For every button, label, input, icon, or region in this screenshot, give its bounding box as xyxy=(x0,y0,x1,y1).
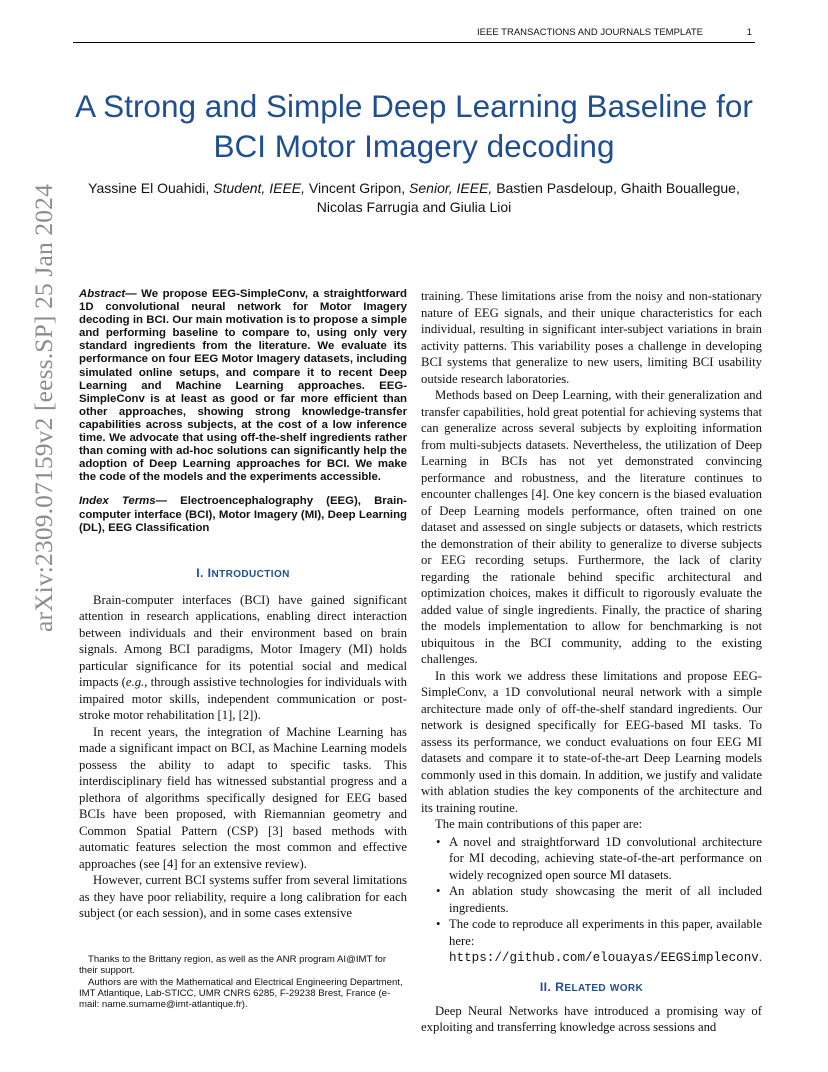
list-item: • A novel and straightforward 1D convolutional architecture for MI decoding, achieving state-of-the-art performance on widely recognized open source MI datasets. xyxy=(449,834,762,884)
paper-title xyxy=(40,86,788,166)
title-line-1: A Strong and Simple Deep Learning Baseline for xyxy=(75,88,753,124)
section-heading-related-work: II. RELATED WORK xyxy=(539,979,644,994)
authors-rest: Bastien Pasdeloup, Ghaith Bouallegue, xyxy=(496,180,740,196)
abstract-text: We propose EEG-SimpleConv, a straightforward 1D convolutional neural network for Motor Imagery decoding in BCI. Our main motivation is to propose a simple and performing baseline to compare to, using only very standard ingredients from the literature. We evaluate its performance on four EEG Motor Imagery datasets, including simulated online setups, and compare it to recent Deep Learning and Machine Learning approaches. EEG-SimpleConv is at least as good or far more efficient than other approaches, showing strong knowledge-transfer capabilities across subjects, at the cost of a low inference time. We advocate that using off-the-shelf ingredients rather than coming with ad-hoc solutions can significantly help the adoption of Deep Learning approaches for BCI. We make the code of the models and the experiments accessible. xyxy=(79,288,407,484)
footnote-affiliation: Authors are with the Mathematical and Electrical Engineering Department, IMT Atlantique, Lab-STICC, UMR CNRS 6285, F-29238 Brest, France (e-mail: name.surname@imt-atlantique.fr). xyxy=(79,976,403,1011)
left-column xyxy=(79,288,407,922)
intro-paragraph-1: Brain-computer interfaces (BCI) have gained significant attention in research applications, enabling direct interaction between individuals and their environment based on brain signals. Among BCI paradigms, Motor Imagery (MI) holds particular significance for its potential social and medical impacts (e.g., through assistive technologies for individuals with impaired motor skills, independent communication or post-stroke motor rehabilitation [1], [2]). xyxy=(79,592,407,723)
github-link[interactable]: https://github.com/elouayas/EEGSimpleconv xyxy=(449,951,759,965)
right-paragraph-1: training. These limitations arise from the noisy and non-stationary nature of EEG signals, and their unique characteristics for each individual, resulting in significant inter-subject variations in brain activity patterns. This variability poses a challenge in developing BCI systems that generalize to new users, limiting BCI usability outside research laboratories. xyxy=(421,289,762,386)
author-list xyxy=(80,179,748,217)
intro-paragraph-2: In recent years, the integration of Machine Learning has made a significant impact on BCI, as Machine Learning models possess the ability to adapt to specific tasks. This interdisciplinary field has witnessed substantial progress and a plethora of algorithms specifically designed for EEG based BCIs have been proposed, with Riemannian geometry and Common Spatial Pattern (CSP) [3] based methods with automatic features selection the most common and effective approaches (see [4] for an extensive review). xyxy=(79,724,407,871)
index-terms: Index Terms— Electroencephalography (EEG), Brain-computer interface (BCI), Motor Imagery (MI), Deep Learning (DL), EEG Classification xyxy=(79,495,407,534)
author-line-2: Nicolas Farrugia and Giulia Lioi xyxy=(316,199,512,215)
right-paragraph-2: Methods based on Deep Learning, with their generalization and transfer capabilities, hold great potential for achieving systems that can generalize across several subjects by exploiting information from multi-subjects datasets. Nevertheless, the utilization of Deep Learning in BCIs has not yet demonstrated convincing performance and robustness, and the literature continues to encounter challenges [4]. One key concern is the biased evaluation of Deep Learning models performance, often trained on one dataset and assessed on single subjects or datasets, which restricts the demonstration of their ability to generalize to diverse subjects or EEG recording setups. Furthermore, the lack of clarity regarding the rationale behind specific architectural and optimization choices, makes it difficult to rigorously evaluate the added value of single ingredients. Finally, the practice of sharing the models implementation to allow for benchmarking is not ubiquitous in the BCI community, adding to the existing challenges. xyxy=(421,388,762,666)
right-paragraph-3: In this work we address these limitations and propose EEG-SimpleConv, a 1D convolutional neural network with a simple architecture made only of off-the-shelf standard ingredients. Our network is designed specifically for EEG-based MI tasks. To assess its performance, we conduct evaluations on four EEG MI datasets and compare it to state-of-the-art Deep Learning models commonly used in this domain. In addition, we justify and validate with ablation studies the key components of the architecture and its training routine. xyxy=(421,668,762,815)
contributions-intro: The main contributions of this paper are: xyxy=(435,817,643,831)
contributions-list xyxy=(421,834,762,967)
page-number: 1 xyxy=(746,27,752,38)
abstract-label: Abstract xyxy=(79,288,126,300)
arxiv-stamp: arXiv:2309.07159v2 [eess.SP] 25 Jan 2024 xyxy=(29,184,58,632)
right-column xyxy=(421,288,762,1036)
abstract: Abstract— We propose EEG-SimpleConv, a straightforward 1D convolutional neural network for Motor Imagery decoding in BCI. Our main motivation is to propose a simple and performing baseline to compare to, using only very standard ingredients from the literature. We evaluate its performance on four EEG Motor Imagery datasets, including simulated online setups, and compare it to recent Deep Learning and Machine Learning approaches. EEG-SimpleConv is at least as good or far more efficient than other approaches, showing strong knowledge-transfer capabilities across subjects, at the cost of a low inference time. We advocate that using off-the-shelf ingredients rather than coming with ad-hoc solutions can significantly help the adoption of Deep Learning approaches for BCI. We make the code of the models and the experiments accessible. xyxy=(79,288,407,484)
footnotes xyxy=(79,954,407,1010)
intro-paragraph-3: However, current BCI systems suffer from several limitations as they have poor reliability, require a long calibration for each subject (or each session), and in some cases extensive xyxy=(79,873,407,921)
author-2: Vincent Gripon, xyxy=(308,180,406,196)
author-1: Yassine El Ouahidi, xyxy=(88,180,210,196)
index-terms-label: Index Terms xyxy=(79,495,156,508)
author-2-role: Senior, IEEE, xyxy=(409,180,493,196)
author-1-role: Student, IEEE, xyxy=(213,180,306,196)
related-paragraph-1: Deep Neural Networks have introduced a promising way of exploiting and transferring knowledge across sessions and xyxy=(421,1003,762,1034)
journal-name: IEEE TRANSACTIONS AND JOURNALS TEMPLATE xyxy=(477,27,703,38)
list-item: • An ablation study showcasing the merit of all included ingredients. xyxy=(449,883,762,916)
author-line-1 xyxy=(80,179,748,198)
running-header xyxy=(73,26,755,43)
title-line-2: BCI Motor Imagery decoding xyxy=(213,128,615,164)
index-terms-text: Electroencephalography (EEG), Brain-computer interface (BCI), Motor Imagery (MI), Deep Learning (DL), EEG Classification xyxy=(79,495,407,534)
list-item: • The code to reproduce all experiments in this paper, available here: https://github.com/elouayas/EEGSimpleconv. xyxy=(449,916,762,967)
section-heading-introduction: I. INTRODUCTION xyxy=(196,565,290,580)
footnote-funding: Thanks to the Brittany region, as well as the ANR program AI@IMT for their support. xyxy=(79,954,387,977)
